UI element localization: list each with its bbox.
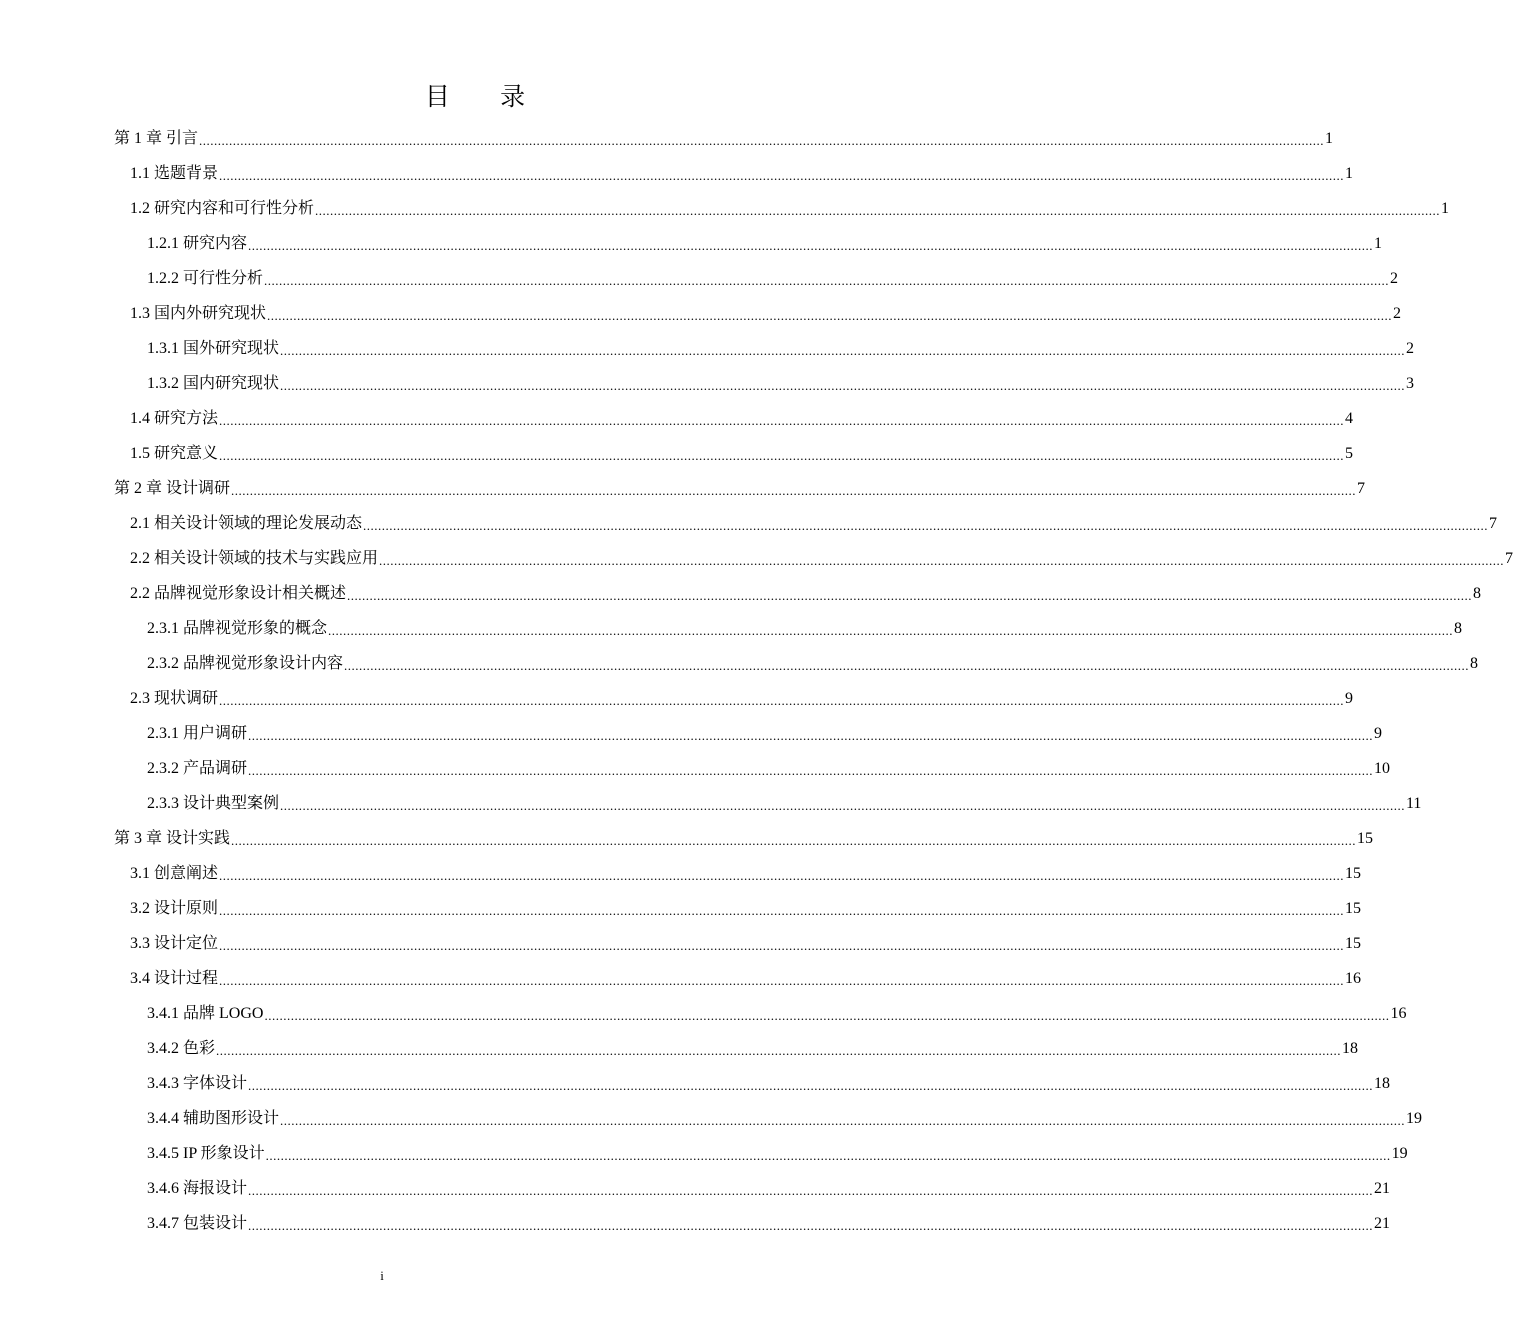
toc-entry[interactable] — [0, 366, 1415, 401]
toc-entry-text: 3.1 创意阐述 — [130, 864, 219, 882]
toc-leader-dots: ............................................................................................................................................................................................................................................................................................................ — [280, 377, 1406, 393]
toc-leader-dots: ............................................................................................................................................................................................................................................................................................................ — [219, 447, 1345, 463]
toc-leader-dots: ............................................................................................................................................................................................................................................................................................................ — [219, 692, 1345, 708]
toc-leader-dots: ............................................................................................................................................................................................................................................................................................................ — [219, 867, 1345, 883]
toc-entry[interactable] — [0, 1206, 1391, 1241]
toc-entry[interactable] — [0, 296, 1402, 331]
toc-entry[interactable] — [0, 1136, 1408, 1171]
toc-page-number: 11 — [1406, 794, 1422, 812]
toc-entry-text: 3.2 设计原则 — [130, 899, 219, 917]
toc-leader-dots: ............................................................................................................................................................................................................................................................................................................ — [264, 1007, 1390, 1023]
toc-entry-text: 第 1 章 引言 — [114, 129, 199, 147]
toc-page-number: 1 — [1325, 129, 1334, 147]
toc-page-number: 21 — [1374, 1179, 1391, 1197]
toc-entry-text: 3.4.6 海报设计 — [147, 1179, 248, 1197]
toc-page-number: 15 — [1357, 829, 1374, 847]
toc-entry-text: 1.3.2 国内研究现状 — [147, 374, 280, 392]
toc-entry-text: 1.3.1 国外研究现状 — [147, 339, 280, 357]
toc-page-number: 4 — [1345, 409, 1354, 427]
toc-entry-text: 1.2.2 可行性分析 — [147, 269, 264, 287]
toc-entry-text: 2.3.1 用户调研 — [147, 724, 248, 742]
toc-leader-dots: ............................................................................................................................................................................................................................................................................................................ — [264, 272, 1390, 288]
toc-entry-text: 3.4.5 IP 形象设计 — [147, 1144, 265, 1162]
toc-leader-dots: ............................................................................................................................................................................................................................................................................................................ — [216, 1042, 1342, 1058]
toc-leader-dots: ............................................................................................................................................................................................................................................................................................................ — [248, 1217, 1374, 1233]
toc-page-number: 9 — [1345, 689, 1354, 707]
toc-entry-text: 3.4.2 色彩 — [147, 1039, 216, 1057]
toc-entry[interactable] — [0, 436, 1354, 471]
toc-entry[interactable] — [0, 786, 1422, 821]
toc-page-number: 7 — [1489, 514, 1498, 532]
toc-leader-dots: ............................................................................................................................................................................................................................................................................................................ — [231, 482, 1357, 498]
toc-entry-text: 2.1 相关设计领域的理论发展动态 — [130, 514, 363, 532]
toc-leader-dots: ............................................................................................................................................................................................................................................................................................................ — [248, 1077, 1374, 1093]
footer-page-number: i — [380, 1268, 384, 1283]
toc-entry-text: 3.4.3 字体设计 — [147, 1074, 248, 1092]
toc-entry[interactable] — [0, 1066, 1391, 1101]
toc-entry-text: 2.2 品牌视觉形象设计相关概述 — [130, 584, 347, 602]
toc-leader-dots: ............................................................................................................................................................................................................................................................................................................ — [267, 307, 1393, 323]
toc-entry-text: 3.3 设计定位 — [130, 934, 219, 952]
toc-entry[interactable] — [0, 1031, 1359, 1066]
toc-entry-text: 1.2 研究内容和可行性分析 — [130, 199, 315, 217]
toc-page-number: 18 — [1342, 1039, 1359, 1057]
toc-page-number: 18 — [1374, 1074, 1391, 1092]
toc-entry[interactable] — [0, 401, 1354, 436]
toc-leader-dots: ............................................................................................................................................................................................................................................................................................................ — [219, 167, 1345, 183]
toc-leader-dots: ............................................................................................................................................................................................................................................................................................................ — [328, 622, 1454, 638]
toc-leader-dots: ............................................................................................................................................................................................................................................................................................................ — [248, 237, 1374, 253]
toc-entry-text: 1.5 研究意义 — [130, 444, 219, 462]
toc-entry[interactable] — [0, 156, 1354, 191]
toc-page-number: 8 — [1454, 619, 1463, 637]
toc-page-number: 2 — [1406, 339, 1415, 357]
toc-leader-dots: ............................................................................................................................................................................................................................................................................................................ — [379, 552, 1505, 568]
toc-page-number: 19 — [1391, 1144, 1408, 1162]
toc-page-number: 8 — [1470, 654, 1479, 672]
toc-page-number: 10 — [1374, 759, 1391, 777]
toc-page-number: 2 — [1390, 269, 1399, 287]
toc-entry[interactable] — [0, 856, 1362, 891]
toc-entry[interactable] — [0, 751, 1391, 786]
toc-entry-text: 1.4 研究方法 — [130, 409, 219, 427]
toc-page-number: 1 — [1441, 199, 1450, 217]
toc-leader-dots: ............................................................................................................................................................................................................................................................................................................ — [280, 797, 1406, 813]
toc-entry-text: 3.4.7 包装设计 — [147, 1214, 248, 1232]
toc-entry[interactable] — [0, 611, 1463, 646]
toc-leader-dots: ............................................................................................................................................................................................................................................................................................................ — [219, 902, 1345, 918]
toc-page-number: 16 — [1390, 1004, 1407, 1022]
toc-entry[interactable] — [0, 331, 1415, 366]
toc-page-number: 19 — [1406, 1109, 1423, 1127]
toc-entry[interactable] — [0, 681, 1354, 716]
toc-leader-dots: ............................................................................................................................................................................................................................................................................................................ — [219, 412, 1345, 428]
toc-entry[interactable] — [0, 1171, 1391, 1206]
toc-entry-text: 2.3.2 品牌视觉形象设计内容 — [147, 654, 344, 672]
toc-page-number: 5 — [1345, 444, 1354, 462]
toc-page-number: 21 — [1374, 1214, 1391, 1232]
toc-entry-text: 3.4.4 辅助图形设计 — [147, 1109, 280, 1127]
toc-entry[interactable] — [0, 926, 1362, 961]
toc-page-number: 1 — [1345, 164, 1354, 182]
toc-entry[interactable] — [0, 891, 1362, 926]
toc-leader-dots: ............................................................................................................................................................................................................................................................................................................ — [219, 937, 1345, 953]
toc-page-number: 9 — [1374, 724, 1383, 742]
toc-page-number: 1 — [1374, 234, 1383, 252]
toc-page-number: 3 — [1406, 374, 1415, 392]
toc-entry[interactable] — [0, 226, 1383, 261]
toc-leader-dots: ............................................................................................................................................................................................................................................................................................................ — [248, 1182, 1374, 1198]
toc-entry-text: 2.3.3 设计典型案例 — [147, 794, 280, 812]
toc-page-number: 15 — [1345, 864, 1362, 882]
toc-leader-dots: ............................................................................................................................................................................................................................................................................................................ — [280, 1112, 1406, 1128]
toc-leader-dots: ............................................................................................................................................................................................................................................................................................................ — [315, 202, 1441, 218]
toc-entry[interactable] — [0, 191, 1450, 226]
toc-entry-text: 1.2.1 研究内容 — [147, 234, 248, 252]
toc-page-number: 15 — [1345, 899, 1362, 917]
toc-leader-dots: ............................................................................................................................................................................................................................................................................................................ — [347, 587, 1473, 603]
toc-entry-text: 2.3.1 品牌视觉形象的概念 — [147, 619, 328, 637]
toc-entry[interactable] — [0, 576, 1482, 611]
toc-entry-text: 第 3 章 设计实践 — [114, 829, 231, 847]
toc-leader-dots: ............................................................................................................................................................................................................................................................................................................ — [248, 762, 1374, 778]
toc-entry-text: 1.3 国内外研究现状 — [130, 304, 267, 322]
toc-leader-dots: ............................................................................................................................................................................................................................................................................................................ — [219, 972, 1345, 988]
table-of-contents — [0, 121, 1513, 1241]
toc-page-number: 7 — [1505, 549, 1513, 567]
toc-leader-dots: ............................................................................................................................................................................................................................................................................................................ — [248, 727, 1374, 743]
toc-entry[interactable] — [0, 996, 1407, 1031]
page-title: 目 录 — [424, 84, 548, 111]
toc-entry[interactable] — [0, 121, 1334, 156]
toc-entry[interactable] — [0, 716, 1383, 751]
toc-page-number: 16 — [1345, 969, 1362, 987]
toc-entry-text: 3.4 设计过程 — [130, 969, 219, 987]
toc-entry[interactable] — [0, 1101, 1423, 1136]
toc-entry-text: 2.3.2 产品调研 — [147, 759, 248, 777]
toc-entry[interactable] — [0, 541, 1513, 576]
toc-entry[interactable] — [0, 646, 1479, 681]
toc-entry[interactable] — [0, 961, 1362, 996]
toc-leader-dots: ............................................................................................................................................................................................................................................................................................................ — [265, 1147, 1391, 1163]
toc-entry-text: 2.2 相关设计领域的技术与实践应用 — [130, 549, 379, 567]
toc-entry[interactable] — [0, 261, 1399, 296]
toc-page-number: 2 — [1393, 304, 1402, 322]
toc-entry[interactable] — [0, 506, 1498, 541]
toc-entry-text: 2.3 现状调研 — [130, 689, 219, 707]
toc-leader-dots: ............................................................................................................................................................................................................................................................................................................ — [280, 342, 1406, 358]
toc-page-number: 7 — [1357, 479, 1366, 497]
toc-leader-dots: ............................................................................................................................................................................................................................................................................................................ — [363, 517, 1489, 533]
toc-page-number: 15 — [1345, 934, 1362, 952]
toc-entry-text: 第 2 章 设计调研 — [114, 479, 231, 497]
toc-leader-dots: ............................................................................................................................................................................................................................................................................................................ — [199, 132, 1325, 148]
toc-entry-text: 3.4.1 品牌 LOGO — [147, 1004, 264, 1022]
toc-page-number: 8 — [1473, 584, 1482, 602]
toc-entry-text: 1.1 选题背景 — [130, 164, 219, 182]
toc-leader-dots: ............................................................................................................................................................................................................................................................................................................ — [231, 832, 1357, 848]
toc-entry[interactable] — [0, 821, 1374, 856]
toc-entry[interactable] — [0, 471, 1366, 506]
toc-leader-dots: ............................................................................................................................................................................................................................................................................................................ — [344, 657, 1470, 673]
